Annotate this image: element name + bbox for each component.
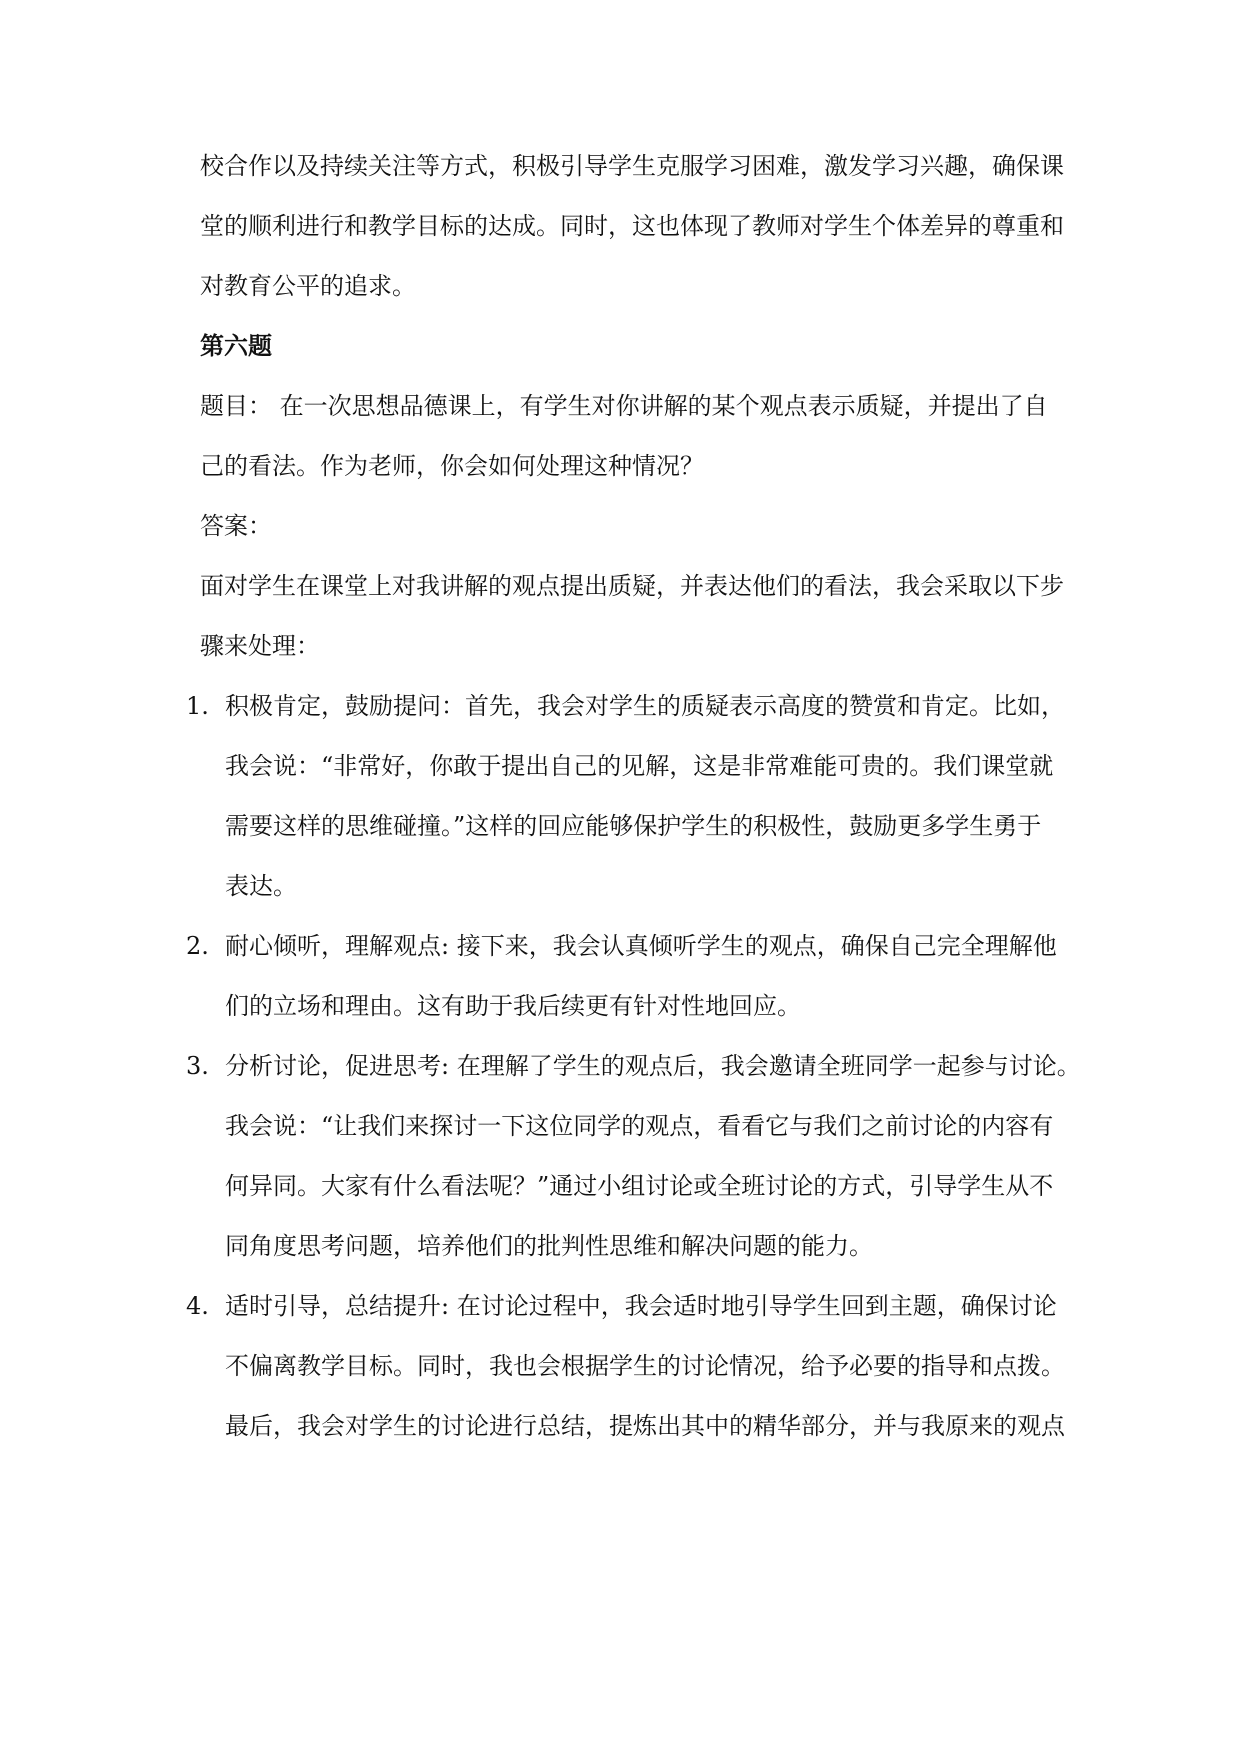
list-item-1-line-2: 我会说：“非常好，你敢于提出自己的见解，这是非常难能可贵的。我们课堂就 — [225, 752, 1054, 780]
list-item-4-line-3: 最后，我会对学生的讨论进行总结，提炼出其中的精华部分，并与我原来的观点 — [225, 1412, 1065, 1440]
list-item-2-line-2: 们的立场和理由。这有助于我后续更有针对性地回应。 — [225, 992, 801, 1020]
list-item-3-line-1: 分析讨论，促进思考: 在理解了学生的观点后，我会邀请全班同学一起参与讨论。 — [225, 1052, 1081, 1080]
list-item-1-line-4: 表达。 — [225, 872, 297, 900]
section-title: 第六题 — [200, 331, 272, 360]
continuation-line-2: 堂的顺利进行和教学目标的达成。同时，这也体现了教师对学生个体差异的尊重和 — [200, 212, 1064, 240]
list-item-1-line-1: 积极肯定，鼓励提问：首先，我会对学生的质疑表示高度的赞赏和肯定。比如， — [225, 692, 1065, 720]
list-item-3-line-3: 何异同。大家有什么看法呢？”通过小组讨论或全班讨论的方式，引导学生从不 — [225, 1172, 1054, 1200]
list-item-3-line-4: 同角度思考问题，培养他们的批判性思维和解决问题的能力。 — [225, 1232, 873, 1260]
continuation-line-3: 对教育公平的追求。 — [200, 272, 416, 300]
list-item-1-line-3: 需要这样的思维碰撞。”这样的回应能够保护学生的积极性，鼓励更多学生勇于 — [225, 812, 1042, 840]
list-item-2-line-1: 耐心倾听，理解观点: 接下来，我会认真倾听学生的观点，确保自己完全理解他 — [225, 932, 1057, 960]
intro-line-1: 面对学生在课堂上对我讲解的观点提出质疑，并表达他们的看法，我会采取以下步 — [200, 572, 1064, 600]
list-item-number-3: 3. — [186, 1052, 209, 1080]
list-item-3-line-2: 我会说：“让我们来探讨一下这位同学的观点，看看它与我们之前讨论的内容有 — [225, 1112, 1054, 1140]
question-line-2: 己的看法。作为老师，你会如何处理这种情况？ — [200, 452, 704, 480]
list-item-number-2: 2. — [186, 932, 209, 960]
list-item-4-line-2: 不偏离教学目标。同时，我也会根据学生的讨论情况，给予必要的指导和点拨。 — [225, 1352, 1065, 1380]
list-item-number-4: 4. — [186, 1292, 209, 1320]
intro-line-2: 骤来处理： — [200, 632, 320, 660]
answer-label: 答案： — [200, 512, 272, 540]
list-item-4-line-1: 适时引导，总结提升: 在讨论过程中，我会适时地引导学生回到主题，确保讨论 — [225, 1292, 1057, 1320]
continuation-line-1: 校合作以及持续关注等方式，积极引导学生克服学习困难，激发学习兴趣，确保课 — [200, 152, 1064, 180]
list-item-number-1: 1. — [186, 692, 209, 720]
question-line-1: 题目： 在一次思想品德课上，有学生对你讲解的某个观点表示质疑，并提出了自 — [200, 392, 1048, 420]
